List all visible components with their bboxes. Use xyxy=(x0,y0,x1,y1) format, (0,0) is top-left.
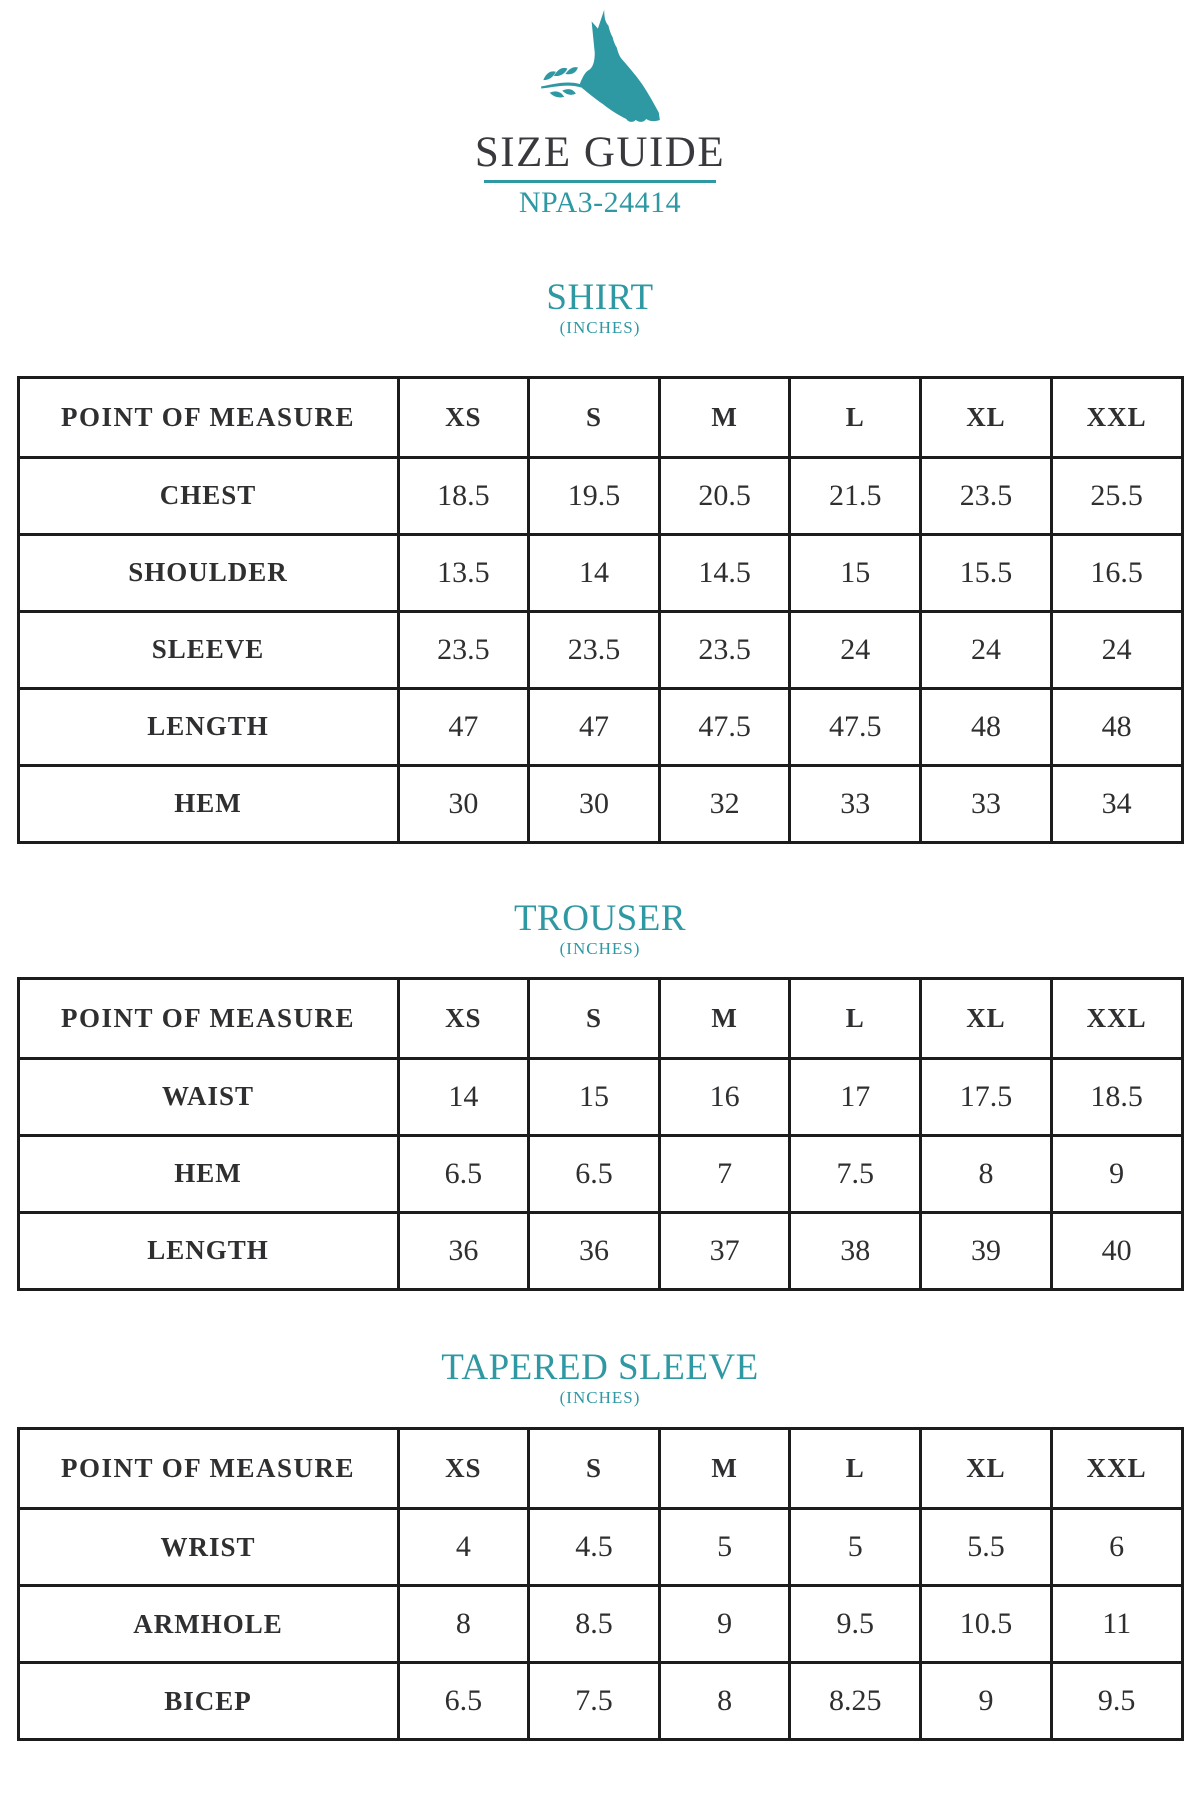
unit-label: (INCHES) xyxy=(559,318,641,338)
size-col-s: S xyxy=(529,978,660,1058)
measurement-value: 6.5 xyxy=(398,1663,529,1740)
measurement-value: 38 xyxy=(790,1212,921,1289)
unit-label: (INCHES) xyxy=(559,1387,641,1407)
measurement-value: 17.5 xyxy=(921,1058,1052,1135)
corner-label: POINT OF MEASURE xyxy=(18,978,398,1058)
measurement-value: 6.5 xyxy=(398,1135,529,1212)
size-col-xs: XS xyxy=(398,377,529,457)
tapered-sleeve-size-table xyxy=(17,1427,1184,1741)
size-col-xs: XS xyxy=(398,1429,529,1509)
measurement-value: 14 xyxy=(398,1058,529,1135)
measure-row xyxy=(18,611,1182,688)
row-label-length: LENGTH xyxy=(18,1212,398,1289)
measurement-value: 47 xyxy=(529,688,660,765)
measurement-value: 30 xyxy=(398,765,529,842)
measurement-value: 9 xyxy=(659,1586,790,1663)
measurement-value: 9.5 xyxy=(790,1586,921,1663)
header xyxy=(0,6,1200,219)
size-col-xxl: XXL xyxy=(1051,1429,1182,1509)
measurement-value: 39 xyxy=(921,1212,1052,1289)
measurement-value: 34 xyxy=(1051,765,1182,842)
section-title-tapered-sleeve: TAPERED SLEEVE xyxy=(441,1346,759,1388)
size-col-xxl: XXL xyxy=(1051,978,1182,1058)
row-label-sleeve: SLEEVE xyxy=(18,611,398,688)
measurement-value: 14 xyxy=(529,534,660,611)
size-header-row xyxy=(18,1429,1182,1509)
measurement-value: 23.5 xyxy=(529,611,660,688)
section-shirt xyxy=(0,279,1200,844)
measurement-value: 4 xyxy=(398,1509,529,1586)
measurement-value: 5 xyxy=(790,1509,921,1586)
corner-label: POINT OF MEASURE xyxy=(18,377,398,457)
measurement-value: 7 xyxy=(659,1135,790,1212)
size-header-row xyxy=(18,978,1182,1058)
measurement-value: 15 xyxy=(790,534,921,611)
size-col-xxl: XXL xyxy=(1051,377,1182,457)
measurement-value: 13.5 xyxy=(398,534,529,611)
product-code: NPA3-24414 xyxy=(518,186,682,220)
measurement-value: 7.5 xyxy=(790,1135,921,1212)
measurement-value: 7.5 xyxy=(529,1663,660,1740)
measurement-value: 21.5 xyxy=(790,457,921,534)
trouser-size-table xyxy=(17,977,1184,1291)
size-col-s: S xyxy=(529,377,660,457)
measurement-value: 15.5 xyxy=(921,534,1052,611)
measurement-value: 9 xyxy=(921,1663,1052,1740)
measurement-value: 8.25 xyxy=(790,1663,921,1740)
size-col-xs: XS xyxy=(398,978,529,1058)
row-label-shoulder: SHOULDER xyxy=(18,534,398,611)
row-label-waist: WAIST xyxy=(18,1058,398,1135)
brand-logo xyxy=(0,6,1200,128)
measurement-value: 8 xyxy=(659,1663,790,1740)
measurement-value: 6 xyxy=(1051,1509,1182,1586)
size-col-m: M xyxy=(659,978,790,1058)
measurement-value: 8.5 xyxy=(529,1586,660,1663)
unit-label: (INCHES) xyxy=(559,938,641,958)
measurement-value: 11 xyxy=(1051,1586,1182,1663)
dove-with-olive-branch-icon xyxy=(537,6,663,128)
measure-row xyxy=(18,1663,1182,1740)
row-label-length: LENGTH xyxy=(18,688,398,765)
measurement-value: 30 xyxy=(529,765,660,842)
measurement-value: 37 xyxy=(659,1212,790,1289)
measurement-value: 8 xyxy=(398,1586,529,1663)
measurement-value: 48 xyxy=(921,688,1052,765)
shirt-size-table xyxy=(17,376,1184,844)
measurement-value: 17 xyxy=(790,1058,921,1135)
row-label-bicep: BICEP xyxy=(18,1663,398,1740)
measurement-value: 48 xyxy=(1051,688,1182,765)
measurement-value: 24 xyxy=(1051,611,1182,688)
size-col-m: M xyxy=(659,1429,790,1509)
measure-row xyxy=(18,534,1182,611)
measure-row xyxy=(18,457,1182,534)
measure-row xyxy=(18,765,1182,842)
row-label-armhole: ARMHOLE xyxy=(18,1586,398,1663)
size-col-s: S xyxy=(529,1429,660,1509)
measurement-value: 9.5 xyxy=(1051,1663,1182,1740)
measurement-value: 25.5 xyxy=(1051,457,1182,534)
measurement-value: 5.5 xyxy=(921,1509,1052,1586)
measure-row xyxy=(18,1212,1182,1289)
measurement-value: 15 xyxy=(529,1058,660,1135)
measurement-value: 10.5 xyxy=(921,1586,1052,1663)
measurement-value: 47.5 xyxy=(790,688,921,765)
corner-label: POINT OF MEASURE xyxy=(18,1429,398,1509)
row-label-hem: HEM xyxy=(18,765,398,842)
title-underline xyxy=(484,180,716,183)
measurement-value: 47.5 xyxy=(659,688,790,765)
section-title-trouser: TROUSER xyxy=(513,897,687,939)
measurement-value: 23.5 xyxy=(398,611,529,688)
measurement-value: 16.5 xyxy=(1051,534,1182,611)
measurement-value: 5 xyxy=(659,1509,790,1586)
measurement-value: 18.5 xyxy=(398,457,529,534)
measurement-value: 16 xyxy=(659,1058,790,1135)
measurement-value: 24 xyxy=(790,611,921,688)
size-col-xl: XL xyxy=(921,978,1052,1058)
section-tapered-sleeve xyxy=(0,1346,1200,1742)
measurement-value: 36 xyxy=(529,1212,660,1289)
size-col-l: L xyxy=(790,377,921,457)
measure-row xyxy=(18,1586,1182,1663)
measurement-value: 23.5 xyxy=(659,611,790,688)
row-label-wrist: WRIST xyxy=(18,1509,398,1586)
measurement-value: 23.5 xyxy=(921,457,1052,534)
measure-row xyxy=(18,1509,1182,1586)
size-col-l: L xyxy=(790,978,921,1058)
measure-row xyxy=(18,1135,1182,1212)
measurement-value: 20.5 xyxy=(659,457,790,534)
measurement-value: 24 xyxy=(921,611,1052,688)
measurement-value: 18.5 xyxy=(1051,1058,1182,1135)
row-label-chest: CHEST xyxy=(18,457,398,534)
measurement-value: 36 xyxy=(398,1212,529,1289)
measurement-value: 19.5 xyxy=(529,457,660,534)
measurement-value: 33 xyxy=(921,765,1052,842)
size-header-row xyxy=(18,377,1182,457)
measure-row xyxy=(18,1058,1182,1135)
row-label-hem: HEM xyxy=(18,1135,398,1212)
measurement-value: 6.5 xyxy=(529,1135,660,1212)
measurement-value: 33 xyxy=(790,765,921,842)
measurement-value: 4.5 xyxy=(529,1509,660,1586)
measure-row xyxy=(18,688,1182,765)
measurement-value: 9 xyxy=(1051,1135,1182,1212)
measurement-value: 8 xyxy=(921,1135,1052,1212)
section-title-shirt: SHIRT xyxy=(546,277,654,319)
page-title: SIZE GUIDE xyxy=(474,129,726,176)
section-trouser xyxy=(0,897,1200,1291)
measurement-value: 40 xyxy=(1051,1212,1182,1289)
size-col-l: L xyxy=(790,1429,921,1509)
size-col-xl: XL xyxy=(921,1429,1052,1509)
measurement-value: 47 xyxy=(398,688,529,765)
measurement-value: 32 xyxy=(659,765,790,842)
measurement-value: 14.5 xyxy=(659,534,790,611)
size-col-xl: XL xyxy=(921,377,1052,457)
size-col-m: M xyxy=(659,377,790,457)
